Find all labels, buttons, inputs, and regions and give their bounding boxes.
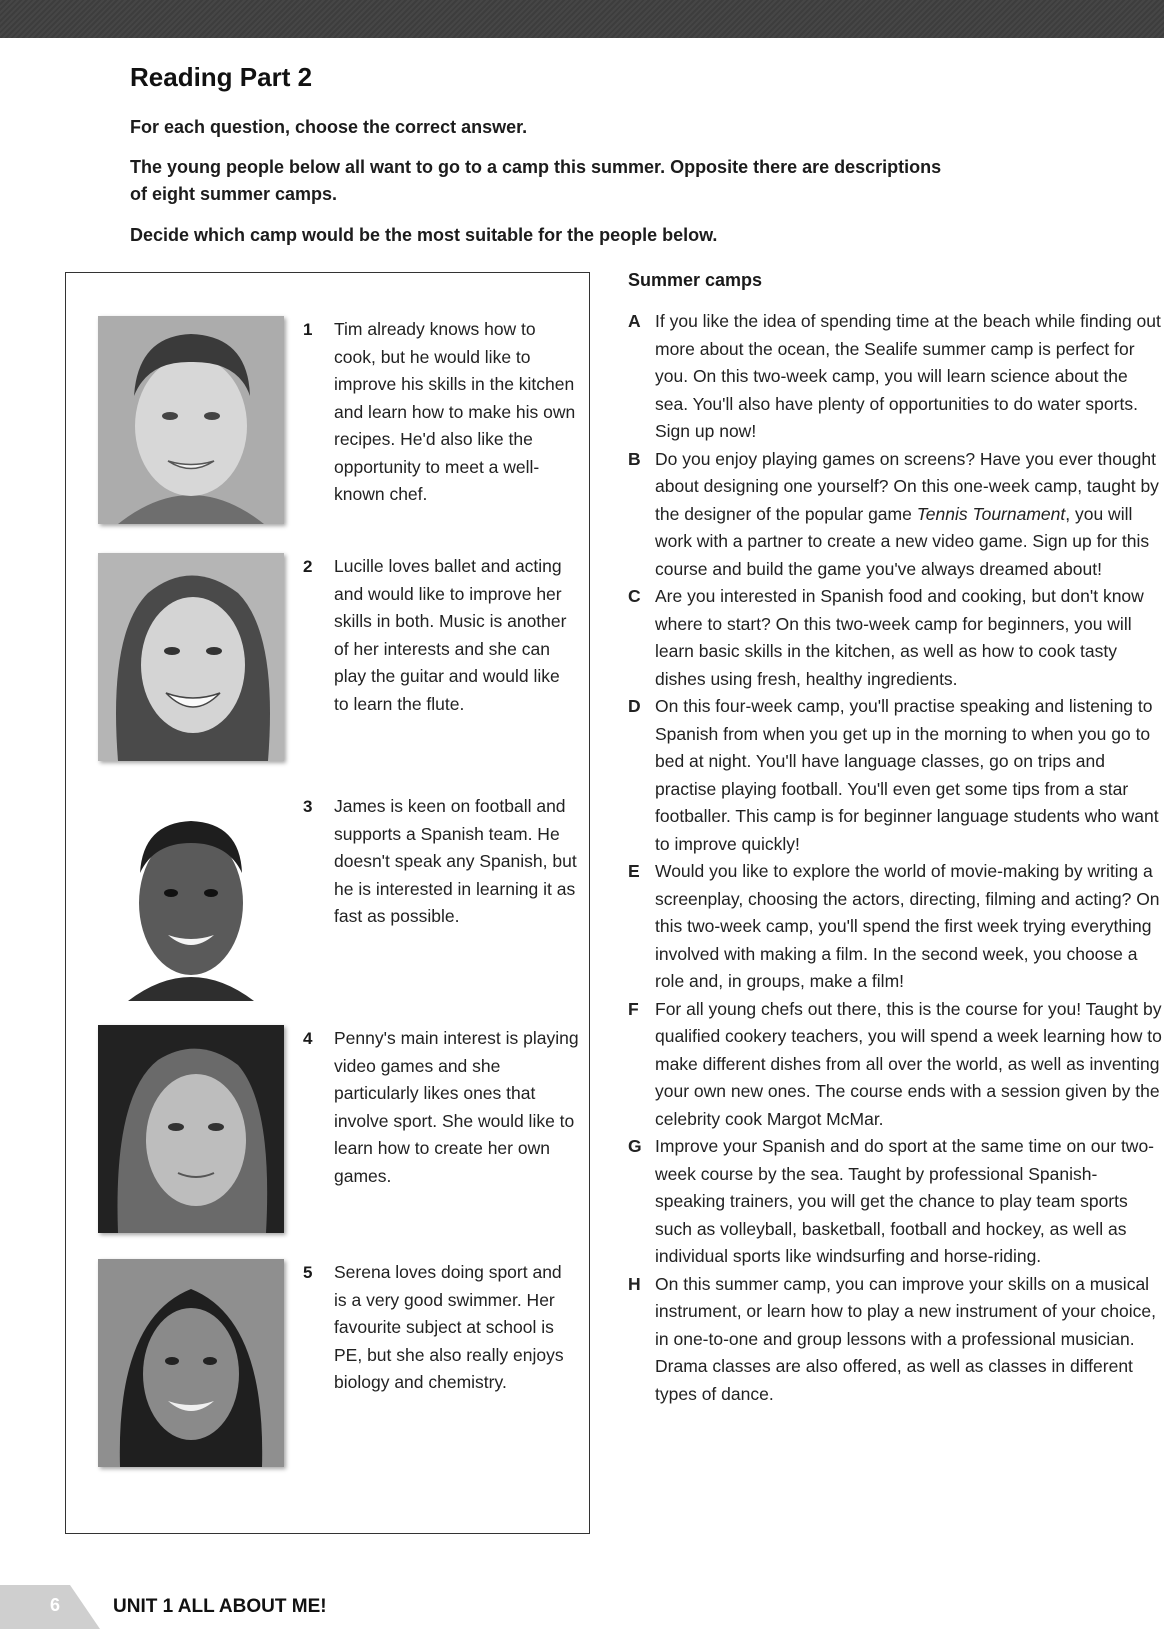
- camps-heading: Summer camps: [628, 270, 763, 290]
- game-title: Tennis Tournament: [916, 503, 1066, 524]
- camp-description: Would you like to explore the world of movie-making by writing a screenplay, choosing the actors, directing, filming and acting? On this two-week camp, you'll spend the first week trying everything involved with making a film. In the second week, you choose a role and, in groups, make a film!: [655, 861, 1160, 991]
- camp-item: [612, 996, 1164, 1134]
- camp-item: [612, 1271, 1164, 1409]
- person-item: [98, 316, 588, 536]
- camp-description: Improve your Spanish and do sport at the same time on our two-week course by the sea. Taught by professional Spanish-speaking trainers, you will get the chance to play team sports such as volleyball, basketball, football and hockey, as well as individual sports like windsurfing and horse-riding.: [655, 1136, 1155, 1266]
- camp-description: Do you enjoy playing games on screens? Have you ever thought about designing one yourself? On this one-week camp, taught by the designer of the popular game Tennis Tournament, you will work with a partner to create a new video game. Sign up for this course and build the game you've always dreamed about!: [655, 448, 1159, 579]
- camp-letter: A: [628, 311, 641, 331]
- camp-description: For all young chefs out there, this is the course for you! Taught by qualified cookery teachers, you will spend a week learning how to make different dishes from all over the world, as well as inventing your own new ones. The course ends with a session given by the celebrity cook Margot McMar.: [655, 998, 1162, 1129]
- person-photo: [98, 793, 284, 1001]
- person-photo: [98, 316, 284, 524]
- person-description: James is keen on football and supports a Spanish team. He doesn't speak any Spanish, but he is interested in learning it as fast as possible.: [334, 796, 577, 926]
- camp-item: [612, 308, 1164, 446]
- person-description: Lucille loves ballet and acting and would like to improve her skills in both. Music is another of her interests and she can play the guitar and would like to learn the flute.: [334, 556, 567, 714]
- person-item: [98, 1259, 588, 1479]
- camp-item: [612, 583, 1164, 693]
- instruction-2: The young people below all want to go to a camp this summer. Opposite there are descriptions of eight summer camps.: [130, 157, 942, 204]
- person-number: 2: [303, 557, 313, 576]
- camp-letter: B: [628, 448, 641, 469]
- girl-portrait-photo: [98, 1025, 284, 1233]
- person-number: 4: [303, 1029, 313, 1048]
- page-footer: [0, 1585, 400, 1629]
- camp-letter: H: [628, 1273, 641, 1294]
- unit-title: UNIT 1 ALL ABOUT ME!: [113, 1596, 327, 1617]
- page-number: 6: [50, 1595, 61, 1615]
- camp-item: [612, 446, 1164, 584]
- person-number: 5: [303, 1263, 313, 1282]
- camp-description: On this summer camp, you can improve your skills on a musical instrument, or learn how to play a new instrument of your choice, in one-to-one and group lessons with a professional musician. Drama classes are also offered, as well as classes in different types of dance.: [655, 1273, 1156, 1404]
- person-number: 3: [303, 797, 313, 816]
- page-title: Reading Part 2: [130, 62, 313, 92]
- summer-camps-section: [612, 262, 1164, 1408]
- camp-description: On this four-week camp, you'll practise speaking and listening to Spanish from when you get up in the morning to when you go to bed at night. You'll have language classes, go on trips and practise playing football. You'll even get some tips from a star footballer. This camp is for beginner language students who want to improve quickly!: [655, 696, 1159, 854]
- person-description: Serena loves doing sport and is a very good swimmer. Her favourite subject at school is PE, but she also really enjoys biology and chemistry.: [334, 1262, 564, 1392]
- camp-letter: F: [628, 998, 639, 1019]
- people-panel: [65, 272, 590, 1534]
- person-item: [98, 1025, 588, 1245]
- instruction-1: For each question, choose the correct answer.: [130, 117, 528, 137]
- person-description: Tim already knows how to cook, but he would like to improve his skills in the kitchen and learn how to make his own recipes. He'd also like the opportunity to meet a well-known chef.: [334, 319, 576, 504]
- camp-description: Are you interested in Spanish food and cooking, but don't know where to start? On this two-week camp for beginners, you will learn basic skills in the kitchen, as well as how to cook tasty dishes using fresh, healthy ingredients.: [655, 586, 1144, 689]
- camp-letter: E: [628, 861, 640, 881]
- person-photo: [98, 553, 284, 761]
- person-description: Penny's main interest is playing video games and she particularly likes ones that involve sport. She would like to learn how to create her own games.: [334, 1028, 579, 1186]
- camp-letter: G: [628, 1136, 642, 1156]
- girl-portrait-photo: [98, 553, 284, 761]
- person-item: [98, 793, 588, 1013]
- camp-letter: D: [628, 696, 641, 716]
- boy-portrait-photo: [98, 793, 284, 1001]
- person-photo: [98, 1259, 284, 1467]
- person-item: [98, 553, 588, 773]
- boy-portrait-photo: [98, 316, 284, 524]
- person-number: 1: [303, 320, 313, 339]
- camp-item: [612, 693, 1164, 858]
- camp-description: If you like the idea of spending time at the beach while finding out more about the ocean, the Sealife summer camp is perfect for you. On this two-week camp, you will learn science about the sea. You'll also have plenty of opportunities to do water sports. Sign up now!: [655, 311, 1161, 441]
- instruction-3: Decide which camp would be the most suitable for the people below.: [130, 225, 718, 245]
- camp-item: [612, 858, 1164, 996]
- camp-letter: C: [628, 586, 641, 606]
- girl-portrait-photo: [98, 1259, 284, 1467]
- camp-item: [612, 1133, 1164, 1271]
- person-photo: [98, 1025, 284, 1233]
- top-banner: [0, 0, 1164, 38]
